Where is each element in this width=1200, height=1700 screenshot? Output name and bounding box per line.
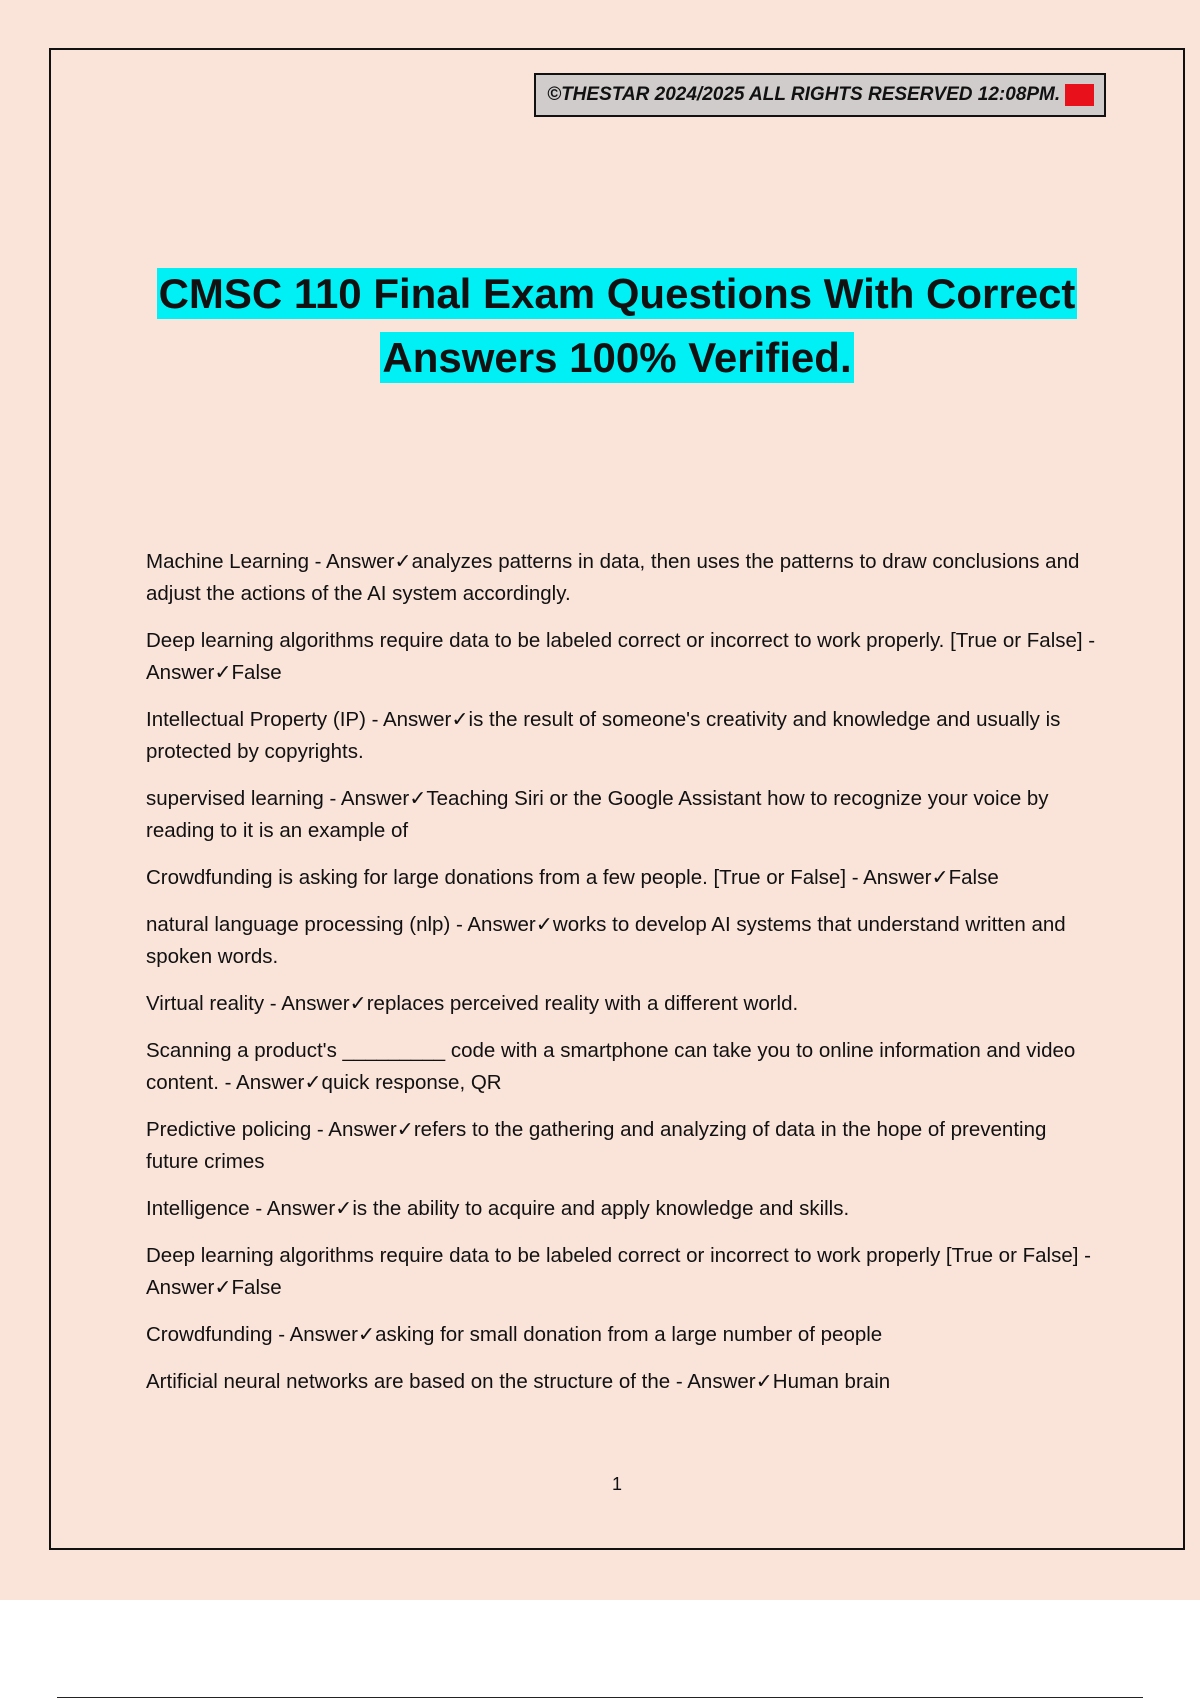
qa-item: Virtual reality - Answer✓replaces perceived reality with a different world. [146, 992, 799, 1015]
qa-item: Crowdfunding is asking for large donations from a few people. [True or False] - Answer✓False [146, 866, 999, 889]
title-line-2: Answers 100% Verified. [382, 334, 852, 381]
qa-item: Intelligence - Answer✓is the ability to acquire and apply knowledge and skills. [146, 1197, 850, 1220]
title-line-1: CMSC 110 Final Exam Questions With Correct [158, 270, 1076, 317]
qa-item: Scanning a product's _________ code with a smartphone can take you to online information and video content. - Answer✓quick response, QR [146, 1039, 1076, 1094]
copyright-header [534, 73, 1106, 117]
grade-badge: A+ [1067, 84, 1092, 105]
qa-item: Deep learning algorithms require data to be labeled correct or incorrect to work properly [True or False] - Answer✓False [146, 1244, 1091, 1299]
qa-item: supervised learning - Answer✓Teaching Siri or the Google Assistant how to recognize your voice by reading to it is an example of [146, 787, 1049, 842]
qa-item: Predictive policing - Answer✓refers to the gathering and analyzing of data in the hope of preventing future crimes [146, 1118, 1047, 1173]
qa-item: Intellectual Property (IP) - Answer✓is the result of someone's creativity and knowledge and usually is protected by copyrights. [146, 708, 1061, 763]
document-title [0, 262, 1200, 390]
question-answer-list [146, 546, 1096, 1413]
bottom-divider [57, 1697, 1143, 1698]
page-number: 1 [611, 1474, 622, 1494]
qa-item: Crowdfunding - Answer✓asking for small donation from a large number of people [146, 1323, 883, 1346]
qa-item: Machine Learning - Answer✓analyzes patterns in data, then uses the patterns to draw conclusions and adjust the actions of the AI system accordingly. [146, 550, 1080, 605]
qa-item: natural language processing (nlp) - Answer✓works to develop AI systems that understand written and spoken words. [146, 913, 1066, 968]
qa-item: Deep learning algorithms require data to be labeled correct or incorrect to work properly. [True or False] - Answer✓False [146, 629, 1096, 684]
qa-item: Artificial neural networks are based on the structure of the - Answer✓Human brain [146, 1370, 891, 1393]
copyright-text: ©THESTAR 2024/2025 ALL RIGHTS RESERVED 12:08PM. [547, 84, 1061, 105]
